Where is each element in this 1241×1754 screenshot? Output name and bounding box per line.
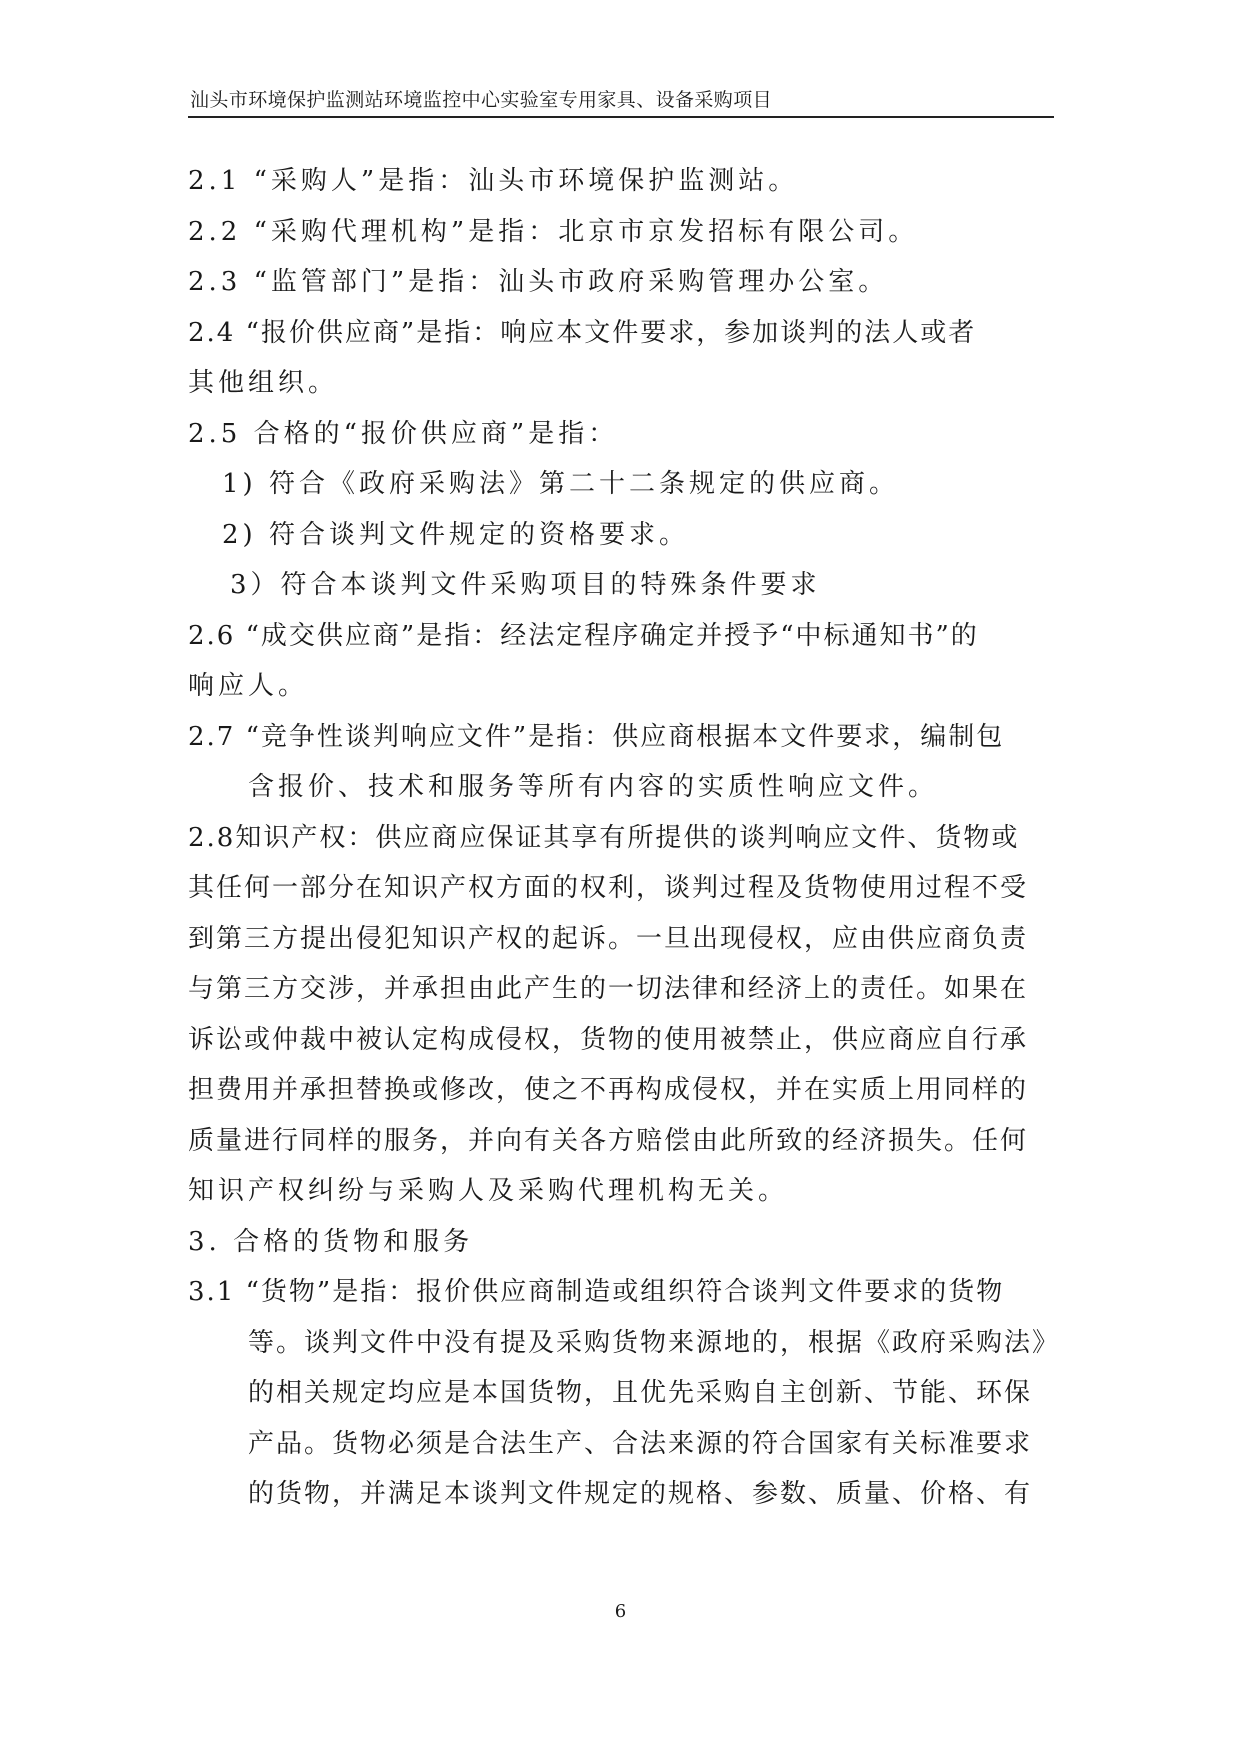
page-header-title: 汕头市环境保护监测站环境监控中心实验室专用家具、设备采购项目 bbox=[190, 89, 773, 111]
paragraph-2-8-line-1: 2.8知识产权：供应商应保证其享有所提供的谈判响应文件、货物或 bbox=[188, 822, 1020, 853]
paragraph-2-8-line-8: 知识产权纠纷与采购人及采购代理机构无关。 bbox=[188, 1176, 789, 1206]
paragraph-2-5: 2.5 合格的“报价供应商”是指： bbox=[188, 418, 619, 449]
paragraph-2-8-line-7: 质量进行同样的服务，并向有关各方赔偿由此所致的经济损失。任何 bbox=[188, 1125, 1029, 1156]
paragraph-2-1: 2.1 “采购人”是指：汕头市环境保护监测站。 bbox=[188, 166, 799, 196]
paragraph-3-1-line-5: 的货物，并满足本谈判文件规定的规格、参数、质量、价格、有 bbox=[248, 1479, 1033, 1509]
paragraph-2-6-line-1: 2.6 “成交供应商”是指：经法定程序确定并授予“中标通知书”的 bbox=[188, 620, 979, 651]
paragraph-2-2: 2.2 “采购代理机构”是指：北京市京发招标有限公司。 bbox=[188, 216, 919, 247]
paragraph-2-8-line-2: 其任何一部分在知识产权方面的权利，谈判过程及货物使用过程不受 bbox=[188, 873, 1029, 903]
paragraph-3-1-line-2: 等。谈判文件中没有提及采购货物来源地的，根据《政府采购法》 bbox=[248, 1327, 1061, 1358]
paragraph-2-6-line-2: 响应人。 bbox=[188, 671, 309, 701]
header-divider bbox=[188, 116, 1054, 118]
section-3-heading: 3. 合格的货物和服务 bbox=[188, 1226, 474, 1257]
paragraph-2-8-line-3: 到第三方提出侵犯知识产权的起诉。一旦出现侵权，应由供应商负责 bbox=[188, 923, 1029, 954]
document-body bbox=[188, 156, 1068, 1520]
paragraph-2-7-line-2: 含报价、技术和服务等所有内容的实质性响应文件。 bbox=[248, 772, 939, 802]
paragraph-3-1-line-3: 的相关规定均应是本国货物，且优先采购自主创新、节能、环保 bbox=[248, 1378, 1033, 1408]
paragraph-3-1-line-4: 产品。货物必须是合法生产、合法来源的符合国家有关标准要求 bbox=[248, 1428, 1033, 1459]
paragraph-2-8-line-6: 担费用并承担替换或修改，使之不再构成侵权，并在实质上用同样的 bbox=[188, 1075, 1029, 1105]
paragraph-2-7-line-1: 2.7 “竞争性谈判响应文件”是指：供应商根据本文件要求，编制包 bbox=[188, 721, 1005, 752]
page-number: 6 bbox=[614, 1601, 627, 1622]
list-item-3: 3）符合本谈判文件采购项目的特殊条件要求 bbox=[230, 570, 821, 600]
paragraph-2-4-line-1: 2.4 “报价供应商”是指：响应本文件要求，参加谈判的法人或者 bbox=[188, 317, 977, 348]
paragraph-2-8-line-5: 诉讼或仲裁中被认定构成侵权，货物的使用被禁止，供应商应自行承 bbox=[188, 1024, 1029, 1055]
paragraph-2-4-line-2: 其他组织。 bbox=[188, 368, 339, 398]
paragraph-3-1-line-1: 3.1 “货物”是指：报价供应商制造或组织符合谈判文件要求的货物 bbox=[188, 1277, 1005, 1307]
list-item-2: 2) 符合谈判文件规定的资格要求。 bbox=[222, 519, 689, 550]
paragraph-2-8-line-4: 与第三方交涉，并承担由此产生的一切法律和经济上的责任。如果在 bbox=[188, 974, 1029, 1004]
paragraph-2-3: 2.3 “监管部门”是指：汕头市政府采购管理办公室。 bbox=[188, 267, 889, 297]
list-item-1: 1) 符合《政府采购法》第二十二条规定的供应商。 bbox=[222, 469, 899, 499]
